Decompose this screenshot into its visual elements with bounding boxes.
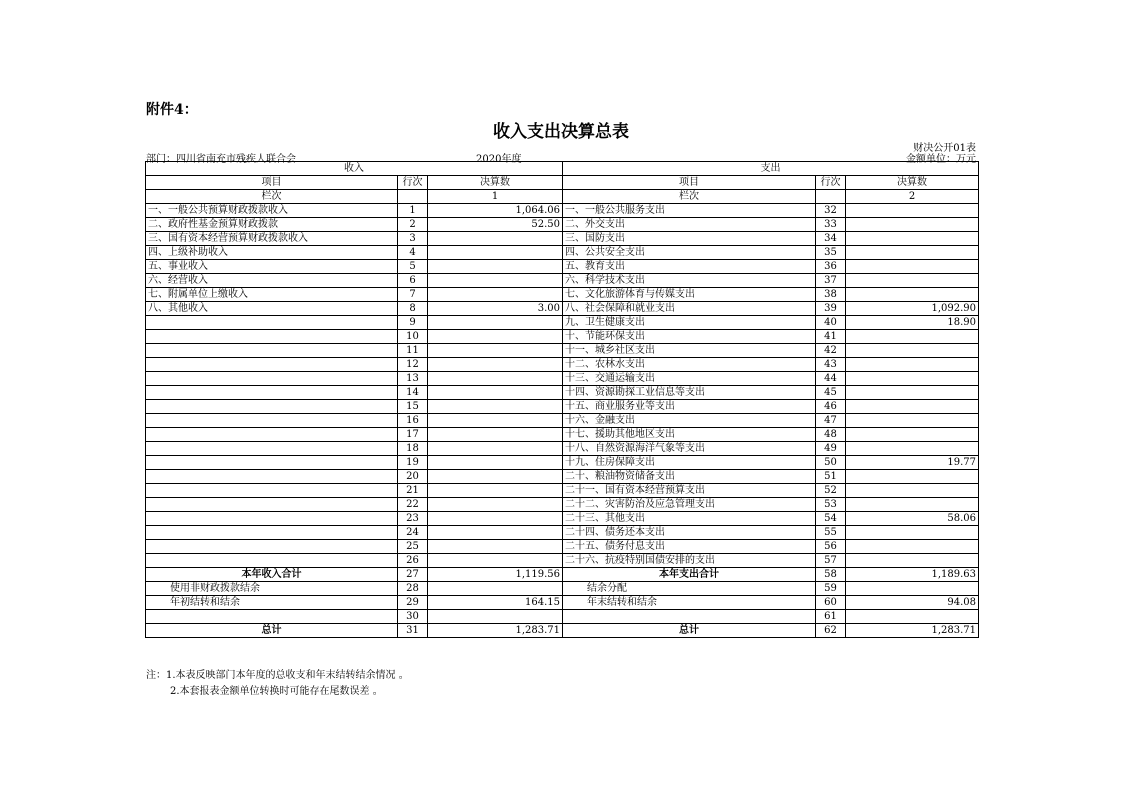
expense-item: 二十四、债务还本支出 [563,526,816,540]
expense-item: 九、卫生健康支出 [563,316,816,330]
expense-item: 十、节能环保支出 [563,330,816,344]
income-amount [428,484,563,498]
income-line-no: 23 [398,512,428,526]
income-line-no: 8 [398,302,428,316]
table-row [146,358,979,372]
income-column-number: 1 [428,190,563,204]
expense-item: 十一、城乡社区支出 [563,344,816,358]
income-item [146,456,398,470]
income-amount [428,400,563,414]
income-line-no: 1 [398,204,428,218]
expense-item: 十六、金融支出 [563,414,816,428]
income-amount [428,386,563,400]
expense-amount [846,204,979,218]
table-row [146,414,979,428]
income-line-no: 16 [398,414,428,428]
income-item [146,526,398,540]
attachment-label: 附件4： [146,102,198,118]
income-item [146,498,398,512]
table-row [146,498,979,512]
income-amount: 1,064.06 [428,204,563,218]
income-line-no: 28 [398,582,428,596]
income-amount [428,246,563,260]
income-item [146,540,398,554]
income-item: 使用非财政拨款结余 [146,582,398,596]
expense-item: 十三、交通运输支出 [563,372,816,386]
summary-row [146,582,979,596]
income-amount [428,582,563,596]
income-line-no: 2 [398,218,428,232]
expense-amount [846,358,979,372]
table-row [146,204,979,218]
table-row [146,540,979,554]
column-header-row [146,176,979,190]
expense-amount [846,428,979,442]
income-amount [428,428,563,442]
expense-line-no: 46 [816,400,846,414]
expense-line-no: 55 [816,526,846,540]
income-item: 二、政府性基金预算财政拨款 [146,218,398,232]
income-amount [428,288,563,302]
expense-item: 十九、住房保障支出 [563,456,816,470]
table-row [146,428,979,442]
department-label: 部门：四川省南充市残疾人联合会 [146,154,296,165]
expense-amount: 1,189.63 [846,568,979,582]
expense-line-no: 45 [816,386,846,400]
expense-amount: 19.77 [846,456,979,470]
income-line-no: 5 [398,260,428,274]
income-column-label: 栏次 [146,190,398,204]
expense-item: 十五、商业服务业等支出 [563,400,816,414]
income-amount [428,442,563,456]
income-item [146,358,398,372]
expense-line-no: 53 [816,498,846,512]
income-amount [428,470,563,484]
income-line-no: 21 [398,484,428,498]
expense-amount [846,288,979,302]
expense-line-no: 47 [816,414,846,428]
expense-item: 五、教育支出 [563,260,816,274]
income-item [146,372,398,386]
income-amount [428,344,563,358]
income-line-no: 26 [398,554,428,568]
expense-line-no: 58 [816,568,846,582]
income-line-no: 27 [398,568,428,582]
expense-line-no: 37 [816,274,846,288]
table-row [146,372,979,386]
expense-amount [846,274,979,288]
income-amount [428,512,563,526]
income-item: 年初结转和结余 [146,596,398,610]
expense-amount [846,232,979,246]
income-line-no: 30 [398,610,428,624]
table-row [146,484,979,498]
expense-amount [846,246,979,260]
income-item: 六、经营收入 [146,274,398,288]
expense-item-header: 项目 [563,176,816,190]
income-amount [428,610,563,624]
income-line-no: 29 [398,596,428,610]
table-row [146,232,979,246]
expense-item: 十二、农林水支出 [563,358,816,372]
income-line-no: 3 [398,232,428,246]
expense-amount [846,582,979,596]
income-amount-header: 决算数 [428,176,563,190]
table-row [146,274,979,288]
income-line-no: 7 [398,288,428,302]
income-item [146,512,398,526]
income-line-no: 6 [398,274,428,288]
expense-amount [846,498,979,512]
income-line-no: 9 [398,316,428,330]
expense-line-no: 61 [816,610,846,624]
page-title: 收入支出决算总表 [493,122,629,142]
expense-line-no: 36 [816,260,846,274]
income-item [146,414,398,428]
income-amount [428,274,563,288]
table-row [146,456,979,470]
expense-amount [846,330,979,344]
income-line-no: 19 [398,456,428,470]
expense-line-no: 39 [816,302,846,316]
expense-amount [846,442,979,456]
income-line-no: 14 [398,386,428,400]
income-line-no: 17 [398,428,428,442]
expense-amount: 18.90 [846,316,979,330]
expense-item: 二十三、其他支出 [563,512,816,526]
expense-item: 十七、援助其他地区支出 [563,428,816,442]
expense-header: 支出 [563,162,979,176]
expense-item: 一、一般公共服务支出 [563,204,816,218]
expense-amount [846,526,979,540]
expense-item [563,610,816,624]
form-code: 财决公开01表 [913,143,976,154]
expense-line-header: 行次 [816,176,846,190]
expense-amount [846,484,979,498]
income-line-no: 20 [398,470,428,484]
expense-line-no: 57 [816,554,846,568]
income-line-no: 10 [398,330,428,344]
income-line-header: 行次 [398,176,428,190]
expense-line-no: 41 [816,330,846,344]
income-line-no: 11 [398,344,428,358]
section-header-row [146,162,979,176]
expense-item: 二十六、抗疫特别国债安排的支出 [563,554,816,568]
expense-item: 总计 [563,624,816,638]
income-amount [428,554,563,568]
expense-amount [846,260,979,274]
income-item [146,400,398,414]
income-item-header: 项目 [146,176,398,190]
income-amount [428,358,563,372]
expense-amount-header: 决算数 [846,176,979,190]
expense-item: 年末结转和结余 [563,596,816,610]
expense-line-no: 38 [816,288,846,302]
expense-line-no: 49 [816,442,846,456]
expense-line-no: 44 [816,372,846,386]
income-item: 一、一般公共预算财政拨款收入 [146,204,398,218]
expense-column-number: 2 [846,190,979,204]
expense-line-no: 33 [816,218,846,232]
expense-amount [846,470,979,484]
income-item [146,470,398,484]
income-item: 八、其他收入 [146,302,398,316]
expense-amount [846,554,979,568]
expense-line-no: 51 [816,470,846,484]
income-item [146,554,398,568]
expense-amount: 1,092.90 [846,302,979,316]
income-amount [428,540,563,554]
expense-line-no: 62 [816,624,846,638]
expense-item: 二十一、国有资本经营预算支出 [563,484,816,498]
note-1: 注：1.本表反映部门本年度的总收支和年末结转结余情况 。 [146,670,409,681]
income-amount: 52.50 [428,218,563,232]
income-item: 三、国有资本经营预算财政拨款收入 [146,232,398,246]
expense-line-no: 35 [816,246,846,260]
expense-item: 本年支出合计 [563,568,816,582]
expense-line-no: 32 [816,204,846,218]
expense-item: 六、科学技术支出 [563,274,816,288]
expense-amount: 58.06 [846,512,979,526]
income-item [146,316,398,330]
amount-unit: 金额单位：万元 [906,154,976,165]
expense-line-no: 50 [816,456,846,470]
income-item [146,484,398,498]
income-amount: 1,283.71 [428,624,563,638]
income-amount [428,526,563,540]
income-amount: 164.15 [428,596,563,610]
table-row [146,442,979,456]
table-row [146,316,979,330]
table-row [146,218,979,232]
table-row [146,302,979,316]
expense-amount [846,540,979,554]
income-item: 本年收入合计 [146,568,398,582]
table-row [146,512,979,526]
income-line-no: 25 [398,540,428,554]
income-item [146,344,398,358]
income-amount [428,316,563,330]
income-line-no: 13 [398,372,428,386]
expense-line-no: 54 [816,512,846,526]
table-row [146,288,979,302]
expense-amount [846,610,979,624]
expense-line-no: 43 [816,358,846,372]
table-row [146,526,979,540]
summary-row [146,596,979,610]
income-line-no: 12 [398,358,428,372]
expense-amount [846,372,979,386]
expense-item: 二、外交支出 [563,218,816,232]
income-amount [428,372,563,386]
income-item [146,386,398,400]
income-amount: 1,119.56 [428,568,563,582]
income-header: 收入 [146,162,563,176]
income-item: 四、上级补助收入 [146,246,398,260]
income-line-no: 24 [398,526,428,540]
expense-column-label: 栏次 [563,190,816,204]
empty-cell [398,190,428,204]
expense-line-no: 40 [816,316,846,330]
expense-line-no: 60 [816,596,846,610]
income-item [146,330,398,344]
income-item [146,442,398,456]
income-line-no: 15 [398,400,428,414]
income-line-no: 18 [398,442,428,456]
expense-amount [846,386,979,400]
expense-item: 八、社会保障和就业支出 [563,302,816,316]
income-amount [428,232,563,246]
income-amount [428,330,563,344]
income-line-no: 4 [398,246,428,260]
expense-amount [846,344,979,358]
expense-amount [846,414,979,428]
expense-line-no: 42 [816,344,846,358]
fiscal-year: 2020年度 [476,154,522,165]
income-item: 五、事业收入 [146,260,398,274]
expense-amount: 94.08 [846,596,979,610]
table-row [146,260,979,274]
income-item [146,610,398,624]
summary-row [146,610,979,624]
income-expense-table [145,161,979,638]
income-item: 七、附属单位上缴收入 [146,288,398,302]
table-row [146,344,979,358]
column-number-row [146,190,979,204]
income-amount [428,414,563,428]
table-row [146,400,979,414]
expense-line-no: 56 [816,540,846,554]
expense-line-no: 34 [816,232,846,246]
note-2: 2.本套报表金额单位转换时可能存在尾数误差 。 [170,686,383,697]
expense-item: 三、国防支出 [563,232,816,246]
expense-item: 二十二、灾害防治及应急管理支出 [563,498,816,512]
income-line-no: 22 [398,498,428,512]
table-row [146,246,979,260]
expense-item: 十四、资源勘探工业信息等支出 [563,386,816,400]
expense-item: 二十、粮油物资储备支出 [563,470,816,484]
income-amount [428,456,563,470]
table-row [146,386,979,400]
expense-line-no: 59 [816,582,846,596]
expense-line-no: 52 [816,484,846,498]
expense-item: 结余分配 [563,582,816,596]
income-item [146,428,398,442]
income-amount: 3.00 [428,302,563,316]
expense-item: 四、公共安全支出 [563,246,816,260]
income-amount [428,498,563,512]
income-amount [428,260,563,274]
expense-line-no: 48 [816,428,846,442]
expense-amount [846,400,979,414]
table-row [146,554,979,568]
income-item: 总计 [146,624,398,638]
summary-row [146,568,979,582]
table-row [146,470,979,484]
expense-item: 七、文化旅游体育与传媒支出 [563,288,816,302]
income-line-no: 31 [398,624,428,638]
table-row [146,330,979,344]
expense-item: 十八、自然资源海洋气象等支出 [563,442,816,456]
expense-amount: 1,283.71 [846,624,979,638]
notes [146,668,409,700]
expense-amount [846,218,979,232]
summary-row [146,624,979,638]
expense-item: 二十五、债务付息支出 [563,540,816,554]
empty-cell [816,190,846,204]
